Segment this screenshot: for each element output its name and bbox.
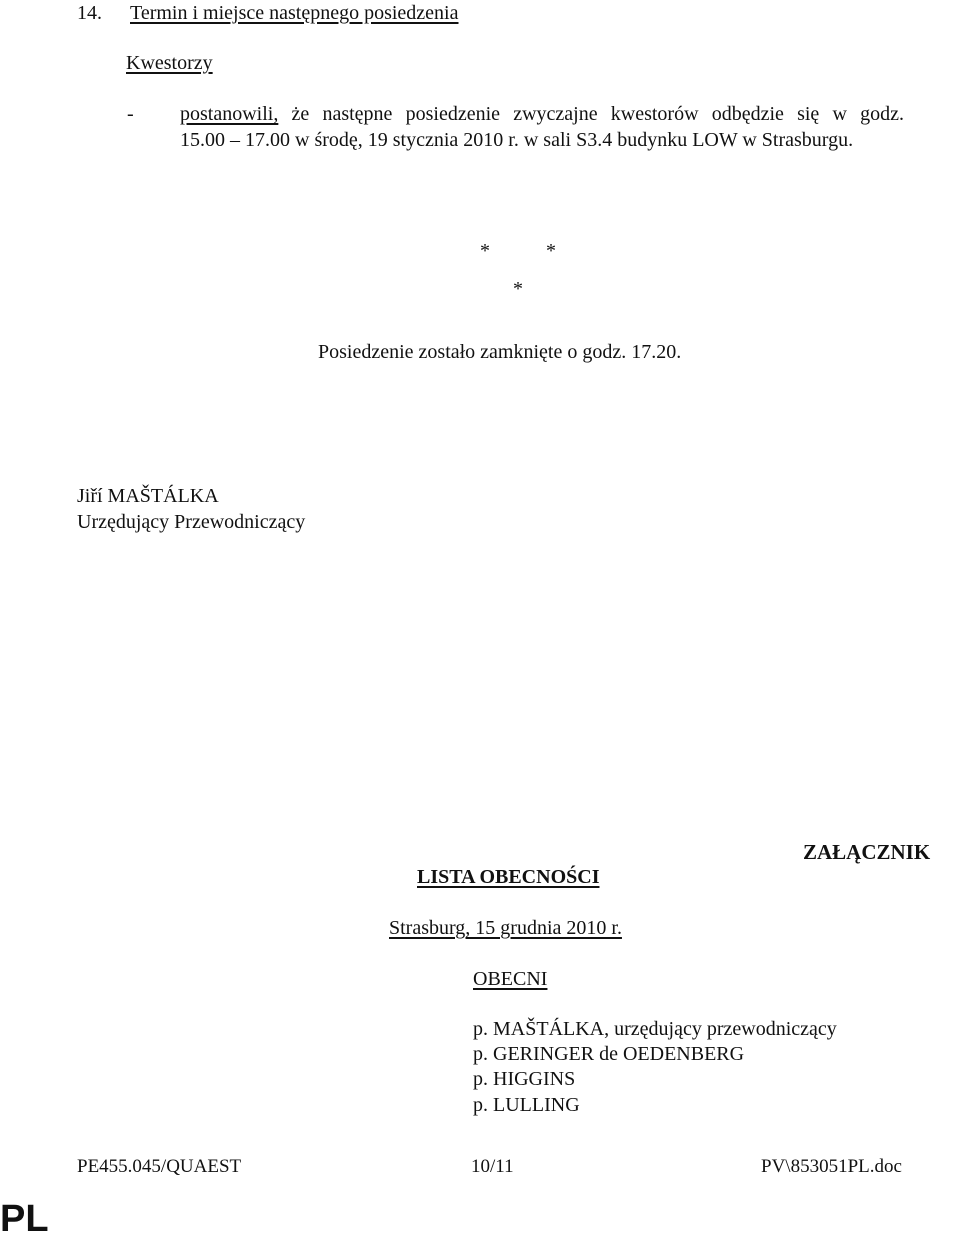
list-dash: - bbox=[127, 103, 134, 125]
attendee-item: p. MAŠTÁLKA, urzędujący przewodniczący bbox=[473, 1018, 837, 1040]
present-heading: OBECNI bbox=[473, 968, 548, 990]
footer-language-code: PL bbox=[0, 1198, 49, 1240]
footer-reference: PE455.045/QUAEST bbox=[77, 1156, 242, 1177]
attendee-item: p. GERINGER de OEDENBERG bbox=[473, 1043, 745, 1065]
annex-label: ZAŁĄCZNIK bbox=[803, 840, 931, 864]
attendance-list-title: LISTA OBECNOŚCI bbox=[417, 866, 600, 888]
footer-file-name: PV\853051PL.doc bbox=[761, 1156, 902, 1177]
decision-line-2: 15.00 – 17.00 w środę, 19 stycznia 2010 r. w sali S3.4 budynku LOW w Strasburgu. bbox=[180, 129, 854, 151]
decision-text: że następne posiedzenie zwyczajne kwestorów odbędzie się w godz. bbox=[291, 103, 904, 125]
separator-star-left: * bbox=[480, 240, 490, 262]
decision-verb: postanowili, bbox=[180, 103, 279, 125]
attendee-item: p. HIGGINS bbox=[473, 1068, 576, 1090]
signatory-role: Urzędujący Przewodniczący bbox=[77, 511, 306, 533]
separator-star-right: * bbox=[546, 240, 556, 262]
attendee-item: p. LULLING bbox=[473, 1094, 580, 1116]
signatory-name: Jiří MAŠTÁLKA bbox=[77, 485, 219, 507]
closing-text: Posiedzenie zostało zamknięte o godz. 17.20. bbox=[318, 341, 682, 363]
separator-star-bottom: * bbox=[513, 278, 523, 300]
section-number: 14. bbox=[77, 2, 102, 24]
attendance-place-date: Strasburg, 15 grudnia 2010 r. bbox=[389, 917, 622, 939]
quaestors-heading: Kwestorzy bbox=[126, 52, 213, 74]
section-title: Termin i miejsce następnego posiedzenia bbox=[130, 2, 459, 24]
footer-page-number: 10/11 bbox=[471, 1156, 514, 1177]
decision-line-1 bbox=[180, 103, 904, 126]
